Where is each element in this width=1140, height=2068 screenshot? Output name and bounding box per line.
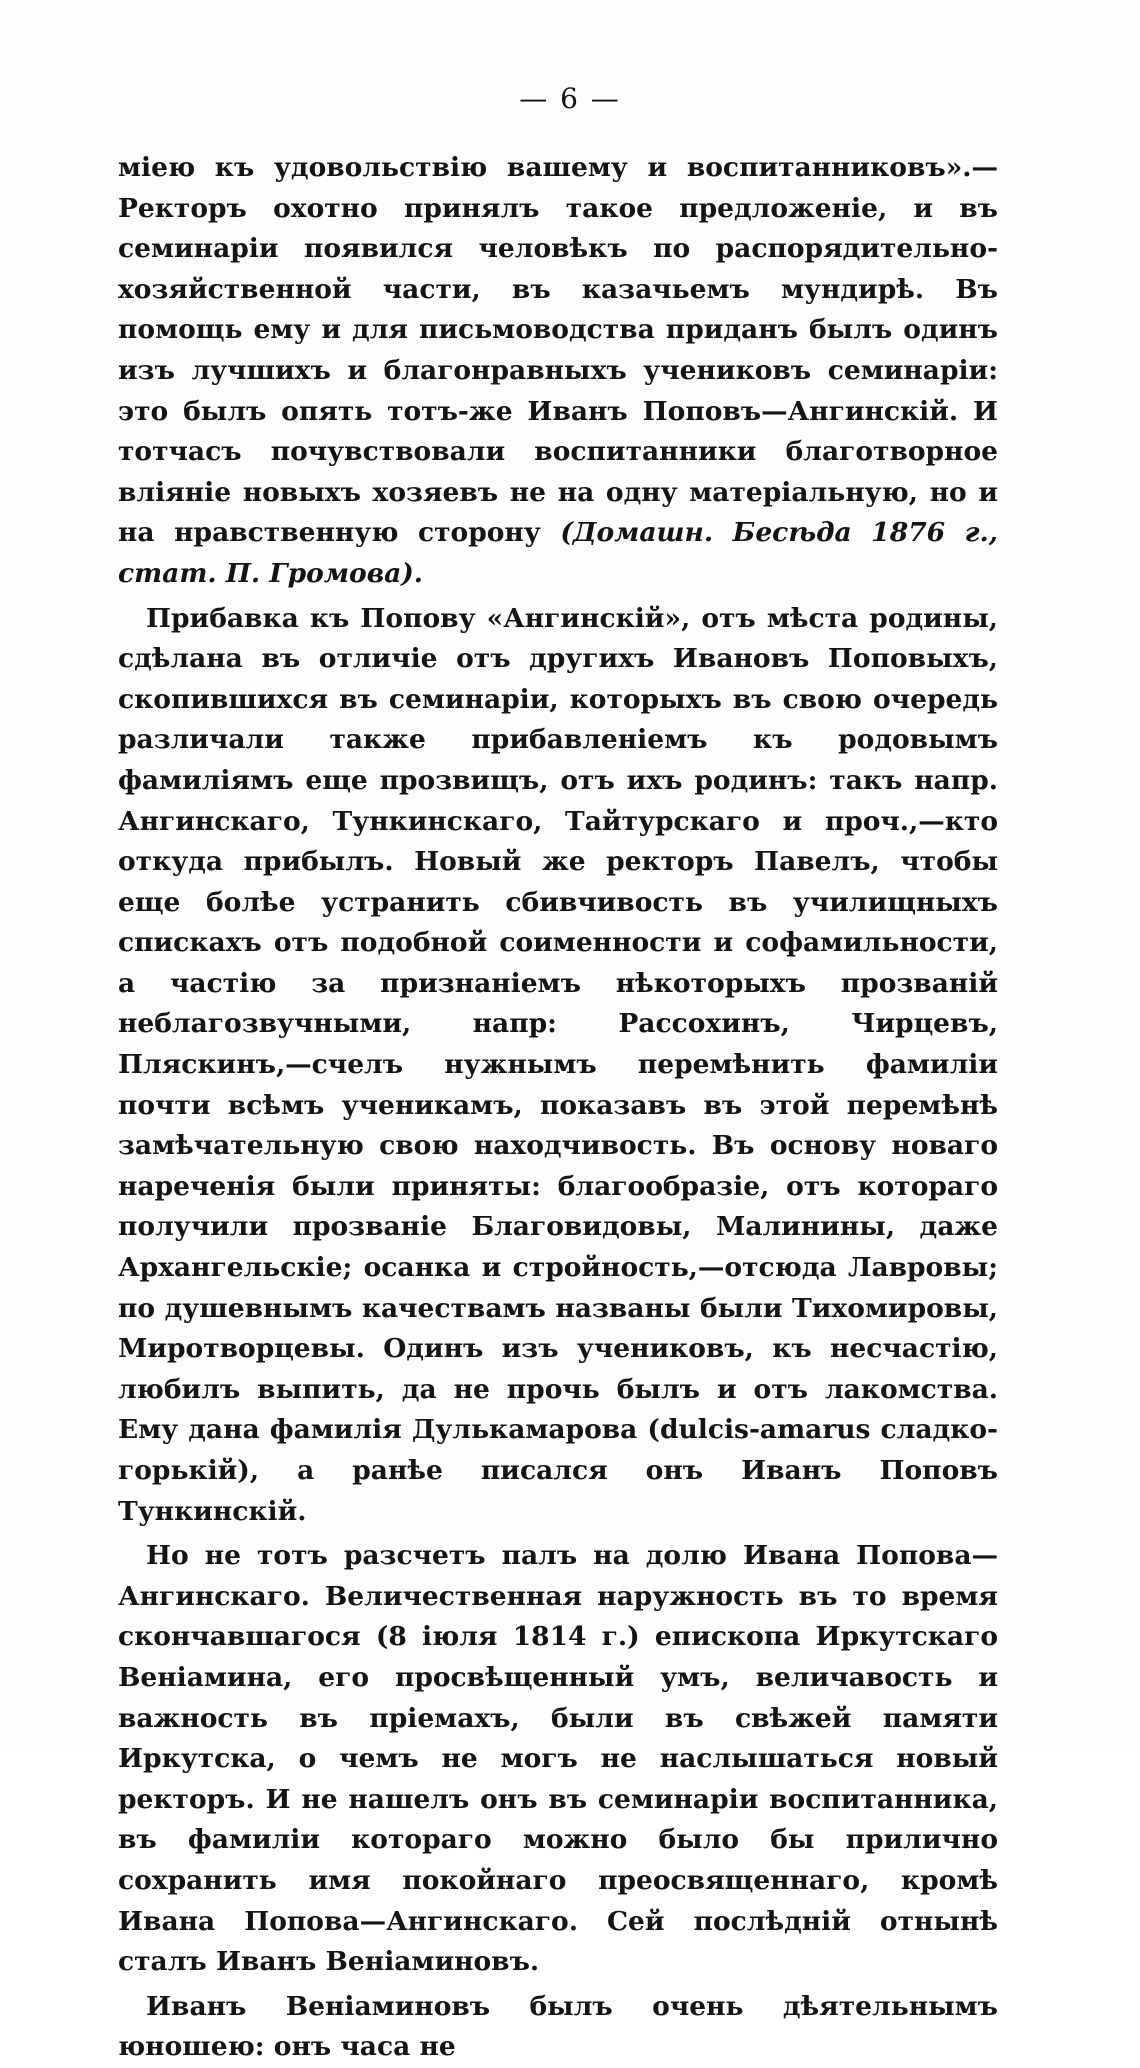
- paragraph-3: Но не тотъ разсчетъ палъ на долю Ивана Попова—Ангинскаго. Величественная наружность въ то время скончавшагося (8 iюля 1814 г.) епископа Иркутскаго Венiамина, его просвѣщенный умъ, величавость и важность въ прiемахъ, были въ свѣжей памяти Иркутска, о чемъ не могъ не наслышаться новый ректоръ. И не нашелъ онъ въ семинарiи воспитанника, въ фамилiи котораго можно было бы прилично сохранить имя покойнаго преосвященнаго, кромѣ Ивана Попова—Ангинскаго. Сей послѣднiй отнынѣ сталъ Иванъ Венiаминовъ.: [118, 1540, 998, 1978]
- paragraph-1-text: мiею къ удовольствiю вашему и воспитанниковъ».—Ректоръ охотно принялъ такое предложенiе, и въ семинарiи появился человѣкъ по распорядительно-хозяйственной части, въ казачьемъ мундирѣ. Въ помощь ему и для письмоводства приданъ былъ одинъ изъ лучшихъ и благонравныхъ учениковъ семинарiи: это былъ опять тотъ-же Иванъ Поповъ—Ангинскiй. И тотчасъ почувствовали воспитанники благотворное влiянiе новыхъ хозяевъ не на одну матерiальную, но и на нравственную сторону: [118, 152, 998, 549]
- paragraph-2: Прибавка къ Попову «Ангинскiй», отъ мѣста родины, сдѣлана въ отличiе отъ другихъ Ивановъ Поповыхъ, скопившихся въ семинарiи, которыхъ въ свою очередь различали также прибавленiемъ къ родовымъ фамилiямъ еще прозвищъ, отъ ихъ родинъ: такъ напр. Ангинскаго, Тункинскаго, Тайтурскаго и проч.,—кто откуда прибылъ. Новый же ректоръ Павелъ, чтобы еще болѣе устранить сбивчивость въ училищныхъ спискахъ отъ подобной соименности и софамильности, а частiю за признанiемъ нѣкоторыхъ прозванiй неблагозвучными, напр: Рассохинъ, Чирцевъ, Пляскинъ,—счелъ нужнымъ перемѣнить фамилiи почти всѣмъ ученикамъ, показавъ въ этой перемѣнѣ замѣчательную свою находчивость. Въ основу новаго нареченiя были приняты: благообразiе, отъ котораго получили прозванiе Благовидовы, Малинины, даже Архангельскiе; осанка и стройность,—отсюда Лавровы; по душевнымъ качествамъ названы были Тихомировы, Миротворцевы. Одинъ изъ учениковъ, къ несчастiю, любилъ выпить, да не прочь былъ и отъ лакомства. Ему дана фамилiя Дулькамарова (dulcis-amarus сладко-горькiй), а ранѣе писался онъ Иванъ Поповъ Тункинскiй.: [118, 602, 998, 1527]
- page-number: — 6 —: [519, 82, 621, 115]
- paragraph-1: [118, 148, 998, 595]
- body-text: [118, 148, 998, 2068]
- paragraph-4: Иванъ Венiаминовъ былъ очень дѣятельнымъ юношею: онъ часа не: [118, 1990, 998, 2063]
- citation: (Домашн. Бесѣда 1876 г., стат. П. Громова).: [118, 517, 999, 589]
